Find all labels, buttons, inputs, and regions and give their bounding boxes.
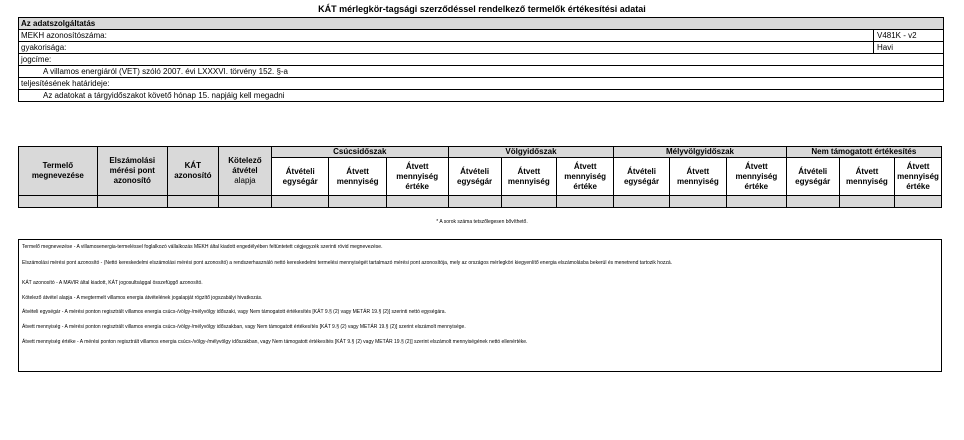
sub-unsupported-value: Átvett mennyiség értéke: [895, 158, 942, 196]
info-legal-value: A villamos energiáról (VET) szóló 2007. évi LXXXVI. törvény 152. §-a: [19, 66, 943, 78]
cell-kat[interactable]: [167, 196, 218, 208]
page-title: KÁT mérlegkör-tagsági szerződéssel rendelkező termelők értékesítési adatai: [318, 4, 646, 14]
info-frequency-label: gyakorisága:: [21, 43, 67, 52]
sales-data-table: [18, 146, 942, 208]
sub-valley-value: Átvett mennyiség értéke: [556, 158, 613, 196]
cell-unsupported-value[interactable]: [895, 196, 942, 208]
cell-deep-valley-price[interactable]: [614, 196, 669, 208]
cell-producer[interactable]: [19, 196, 98, 208]
table-row[interactable]: [19, 196, 942, 208]
group-deep-valley: Mélyvölgyidőszak: [614, 147, 786, 158]
table-group-header-row: [19, 147, 942, 158]
definition-kat-id: KÁT azonosító - A MAVIR által kiadott, KÁT jogosultsággal összefüggő azonosító.: [22, 280, 203, 286]
sub-peak-price: Átvételi egységár: [272, 158, 329, 196]
rows-expandable-note: * A sorok száma tetszőlegesen bővíthető.: [436, 219, 528, 225]
info-mekh-label: MEKH azonosítószáma:: [21, 31, 107, 40]
sub-unsupported-price: Átvételi egységár: [786, 158, 839, 196]
definition-unit-price: Átvételi egységár - A mérési ponton regisztrált villamos energia csúcs-/völgy-/mélyvölgy időszaki, vagy Nem támogatott értékesítés [KÁT 9.§ (2) vagy METÁR 19.§ (2)] szerinti nettó egységára.: [22, 309, 446, 315]
cell-peak-price[interactable]: [272, 196, 329, 208]
info-table: [18, 17, 944, 102]
info-deadline-label: teljesítésének határideje:: [19, 78, 943, 90]
cell-peak-value[interactable]: [386, 196, 448, 208]
col-kat-id: KÁT azonosító: [167, 147, 218, 196]
definition-producer: Termelő megnevezése - A villamosenergia-termeléssel foglalkozó vállalkozás MEKH által kiadott engedélyében feltüntetett cégjegyzék szerinti rövid megnevezése.: [22, 244, 383, 250]
cell-deep-valley-qty[interactable]: [669, 196, 726, 208]
cell-peak-qty[interactable]: [329, 196, 386, 208]
col-metering-point-id: Elszámolási mérési pont azonosító: [97, 147, 167, 196]
info-legal-label: jogcíme:: [19, 54, 943, 66]
cell-metering[interactable]: [97, 196, 167, 208]
definition-obligation-basis: Kötelező átvétel alapja - A megtermelt villamos energia átvételének jogalapját rögzítő jogszabályi hivatkozás.: [22, 295, 263, 301]
definition-metering-point: Elszámolási mérési pont azonosító - (Nettó kereskedelmi elszámolási mérési pont azonosító) a rendszerhasználó nettó kereskedelmi termelési mennyiségét tartalmazó mérési pont azonosítója, mely az országos mérlegköri kiegyenlítő energia elszámolásba bekerül és menetrend tartozik hozzá.: [22, 260, 673, 266]
info-mekh-value: V481K - v2: [873, 30, 943, 41]
sub-deep-valley-qty: Átvett mennyiség: [669, 158, 726, 196]
cell-valley-qty[interactable]: [501, 196, 556, 208]
group-valley: Völgyidőszak: [448, 147, 614, 158]
cell-deep-valley-value[interactable]: [727, 196, 787, 208]
definitions-box: [18, 239, 942, 372]
info-frequency-value: Havi: [873, 42, 943, 53]
col-obligation-basis: [218, 147, 271, 196]
sub-peak-qty: Átvett mennyiség: [329, 158, 386, 196]
col-obligation-sublabel: alapja: [234, 176, 256, 185]
definition-quantity: Átvett mennyiség - A mérési ponton regisztrált villamos energia csúcs-/völgy-/mélyvölgy időszakban, vagy Nem támogatott értékesítés [KÁT 9.§ (2) vagy METÁR 19.§ (2)] szerint elszámolt mennyisége.: [22, 324, 466, 330]
info-frequency-row: [19, 42, 943, 54]
cell-obligation[interactable]: [218, 196, 271, 208]
info-mekh-row: [19, 30, 943, 42]
sub-deep-valley-value: Átvett mennyiség értéke: [727, 158, 787, 196]
group-unsupported: Nem támogatott értékesítés: [786, 147, 941, 158]
sub-deep-valley-price: Átvételi egységár: [614, 158, 669, 196]
cell-valley-price[interactable]: [448, 196, 501, 208]
col-obligation-label: Kötelező átvétel: [228, 156, 262, 175]
cell-unsupported-price[interactable]: [786, 196, 839, 208]
info-section-header: Az adatszolgáltatás: [19, 18, 943, 30]
info-deadline-value: Az adatokat a tárgyidőszakot követő hónap 15. napjáig kell megadni: [43, 91, 285, 100]
cell-valley-value[interactable]: [556, 196, 613, 208]
definition-quantity-value: Átvett mennyiség értéke - A mérési ponton regisztrált villamos energia csúcs-/völgy-/mélyvölgy időszakban, vagy Nem támogatott értékesítés [KÁT 9.§ (2) vagy METÁR 19.§ (2)] szerint elszámolt mennyiségének nettó ellenértéke.: [22, 339, 528, 345]
cell-unsupported-qty[interactable]: [839, 196, 894, 208]
group-peak: Csúcsidőszak: [272, 147, 449, 158]
sub-unsupported-qty: Átvett mennyiség: [839, 158, 894, 196]
sub-valley-qty: Átvett mennyiség: [501, 158, 556, 196]
sub-peak-value: Átvett mennyiség értéke: [386, 158, 448, 196]
sub-valley-price: Átvételi egységár: [448, 158, 501, 196]
col-producer-name: Termelő megnevezése: [19, 147, 98, 196]
